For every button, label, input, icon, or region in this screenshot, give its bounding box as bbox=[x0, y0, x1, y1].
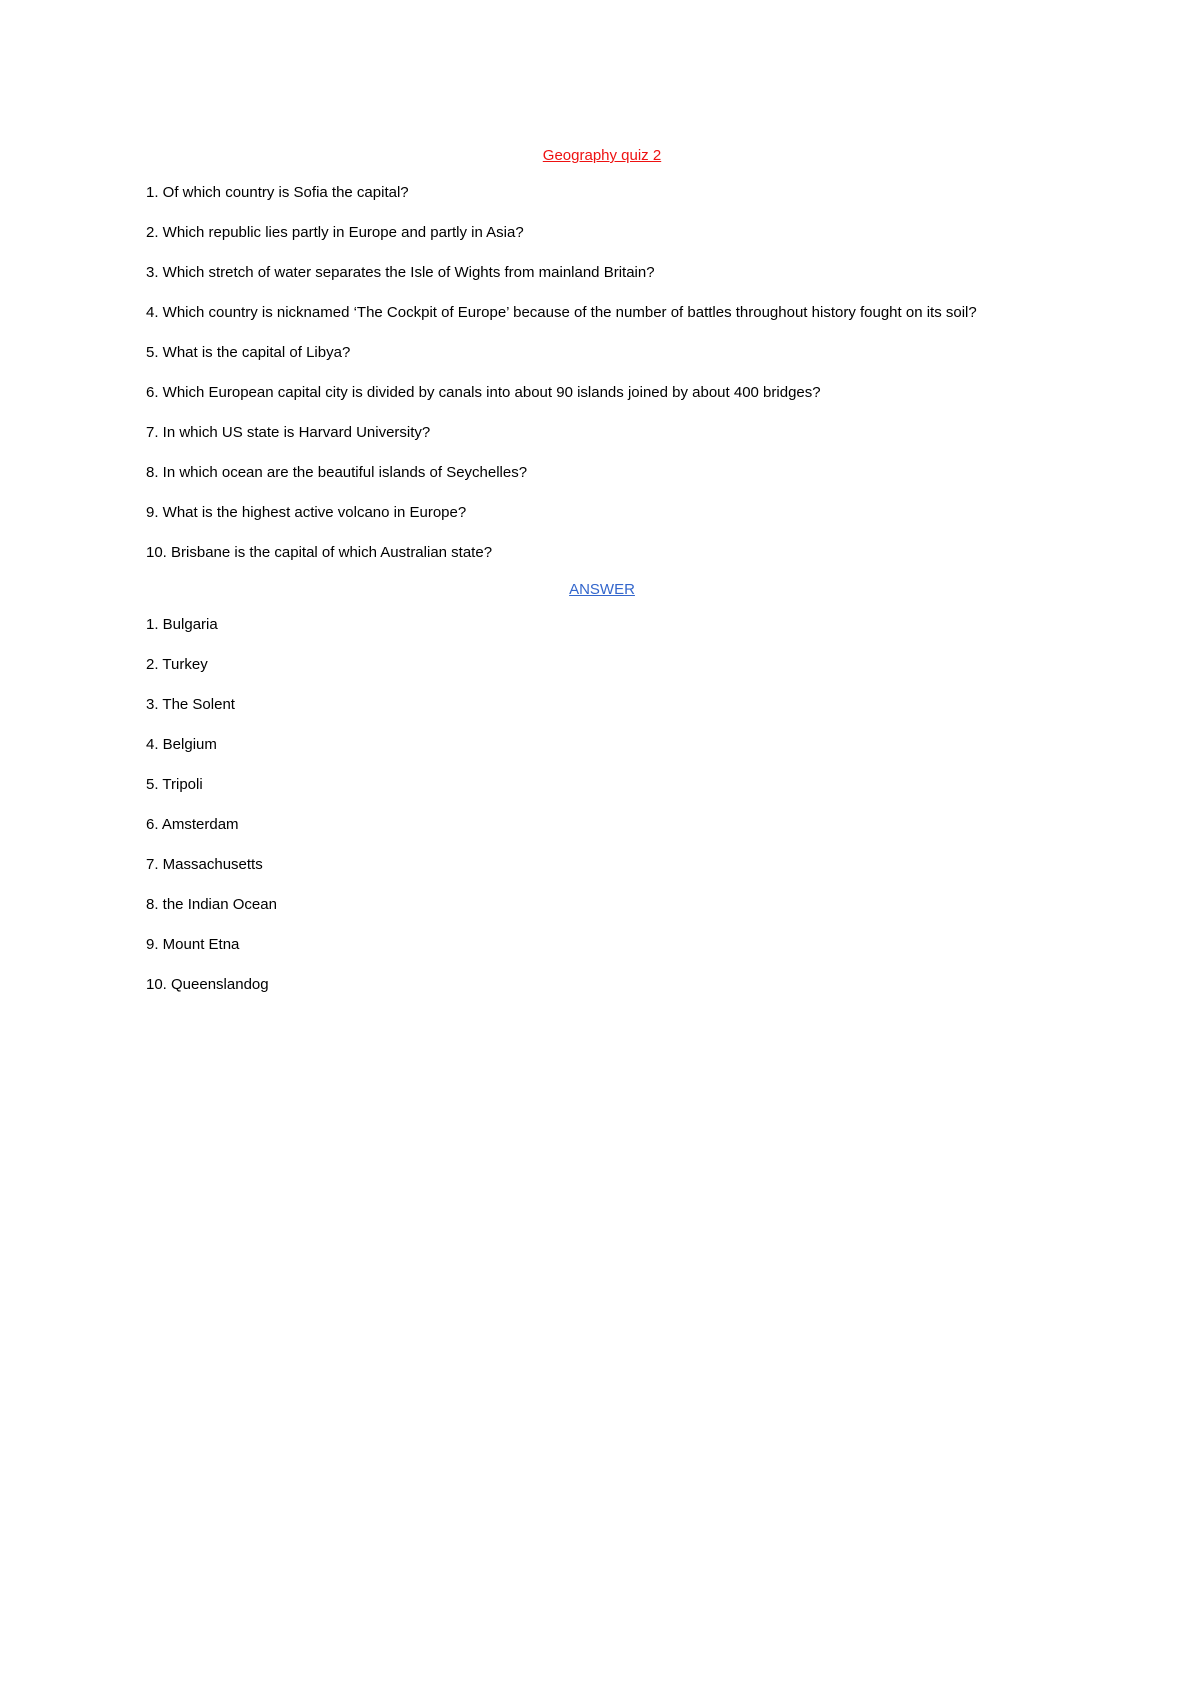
question-item: 4. Which country is nicknamed ‘The Cockpit of Europe’ because of the number of battles throughout history fought on its soil? bbox=[146, 304, 977, 321]
question-item: 6. Which European capital city is divided by canals into about 90 islands joined by about 400 bridges? bbox=[146, 384, 821, 401]
answer-item: 4. Belgium bbox=[146, 736, 217, 753]
question-item: 9. What is the highest active volcano in Europe? bbox=[146, 504, 467, 521]
answer-item: 8. the Indian Ocean bbox=[146, 896, 277, 913]
question-item: 2. Which republic lies partly in Europe and partly in Asia? bbox=[146, 224, 524, 241]
document-content bbox=[146, 146, 1058, 996]
question-item: 7. In which US state is Harvard University? bbox=[146, 424, 431, 441]
answer-item: 3. The Solent bbox=[146, 696, 235, 713]
answer-item: 9. Mount Etna bbox=[146, 936, 240, 953]
answer-list bbox=[146, 614, 1058, 996]
question-item: 8. In which ocean are the beautiful islands of Seychelles? bbox=[146, 464, 528, 481]
question-item: 1. Of which country is Sofia the capital? bbox=[146, 184, 409, 201]
question-list bbox=[146, 182, 1058, 564]
answer-item: 2. Turkey bbox=[146, 656, 208, 673]
answer-heading: ANSWER bbox=[569, 581, 635, 598]
quiz-title: Geography quiz 2 bbox=[542, 147, 662, 164]
answer-item: 1. Bulgaria bbox=[146, 616, 218, 633]
answer-item: 10. Queenslandog bbox=[146, 976, 269, 993]
question-item: 10. Brisbane is the capital of which Australian state? bbox=[146, 544, 493, 561]
answer-item: 5. Tripoli bbox=[146, 776, 203, 793]
answer-item: 7. Massachusetts bbox=[146, 856, 263, 873]
answer-item: 6. Amsterdam bbox=[146, 816, 239, 833]
question-item: 3. Which stretch of water separates the Isle of Wights from mainland Britain? bbox=[146, 264, 655, 281]
question-item: 5. What is the capital of Libya? bbox=[146, 344, 351, 361]
